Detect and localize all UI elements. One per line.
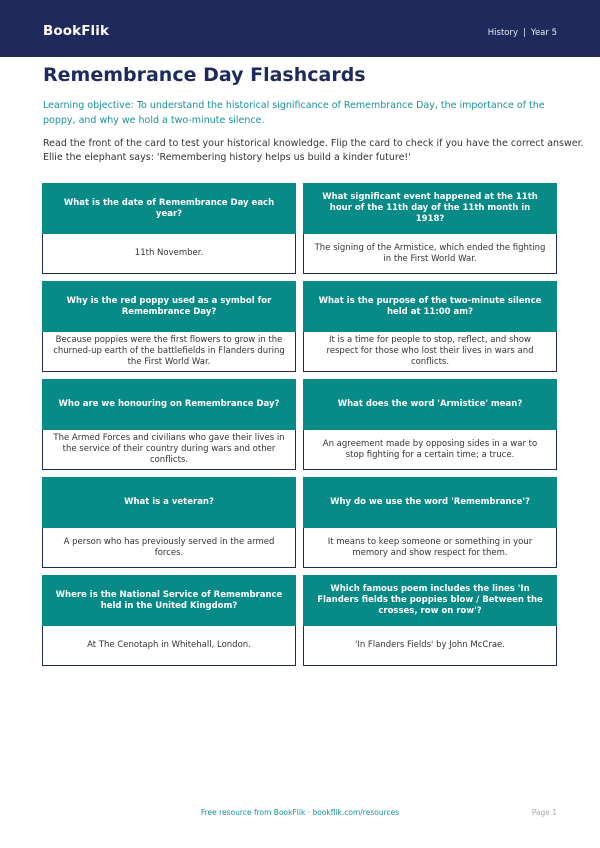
instructions-line: Read the front of the card to test your historical knowledge. Flip the card to check if you have the correct answer. [43,138,584,149]
flashcard-question: Why is the red poppy used as a symbol for Remembrance Day? [42,281,296,332]
flashcard-question: Why do we use the word 'Remembrance'? [303,477,557,528]
flashcard-answer: An agreement made by opposing sides in a war to stop fighting for a certain time; a truce. [303,430,557,470]
flashcard-answer: 'In Flanders Fields' by John McCrae. [303,626,557,666]
flashcard[interactable] [303,183,557,274]
flashcard-answer: 11th November. [42,234,296,274]
flashcard-question: What is a veteran? [42,477,296,528]
breadcrumb-separator: | [523,28,526,38]
flashcard-answer: The Armed Forces and civilians who gave their lives in the service of their country during wars and other conflicts. [42,430,296,470]
flashcard[interactable] [42,281,296,372]
footer-link[interactable]: Free resource from BookFlik · bookflik.com/resources [200,808,400,817]
flashcard-question: What does the word 'Armistice' mean? [303,379,557,430]
flashcard[interactable] [42,379,296,470]
flashcard-answer: At The Cenotaph in Whitehall, London. [42,626,296,666]
header-bar [0,0,600,57]
flashcard[interactable] [303,477,557,568]
page-title: Remembrance Day Flashcards [43,64,366,86]
flashcard-grid [42,183,557,666]
flashcard[interactable] [42,183,296,274]
flashcard[interactable] [303,575,557,666]
flashcard-question: What is the date of Remembrance Day each year? [42,183,296,234]
flashcard[interactable] [303,281,557,372]
flashcard[interactable] [303,379,557,470]
flashcard-question: What is the purpose of the two-minute silence held at 11:00 am? [303,281,557,332]
flashcard-question: What significant event happened at the 11th hour of the 11th day of the 11th month in 1918? [303,183,557,234]
flashcard-answer: It means to keep someone or something in your memory and show respect for them. [303,528,557,568]
flashcard[interactable] [42,477,296,568]
breadcrumb-subject: History [487,28,519,38]
flashcard-question: Which famous poem includes the lines 'In Flanders fields the poppies blow / Between the crosses, row on row'? [303,575,557,626]
learning-objective: Learning objective: To understand the historical significance of Remembrance Day, the importance of the poppy, and why we hold a two-minute silence. [43,100,545,126]
flashcard-question: Where is the National Service of Remembrance held in the United Kingdom? [42,575,296,626]
breadcrumb [488,28,557,38]
page-number: Page 1 [531,808,557,817]
flashcard[interactable] [42,575,296,666]
instructions-line: Ellie the elephant says: 'Remembering history helps us build a kinder future!' [43,152,411,163]
flashcard-answer: It is a time for people to stop, reflect, and show respect for those who lost their lives in wars and conflicts. [303,332,557,372]
breadcrumb-year: Year 5 [530,28,557,38]
brand-logo[interactable]: BookFlik [43,23,110,39]
flashcard-answer: Because poppies were the first flowers to grow in the churned-up earth of the battlefields in Flanders during the First World War. [42,332,296,372]
flashcard-answer: A person who has previously served in the armed forces. [42,528,296,568]
flashcard-answer: The signing of the Armistice, which ended the fighting in the First World War. [303,234,557,274]
instructions [43,137,584,165]
flashcard-question: Who are we honouring on Remembrance Day? [42,379,296,430]
